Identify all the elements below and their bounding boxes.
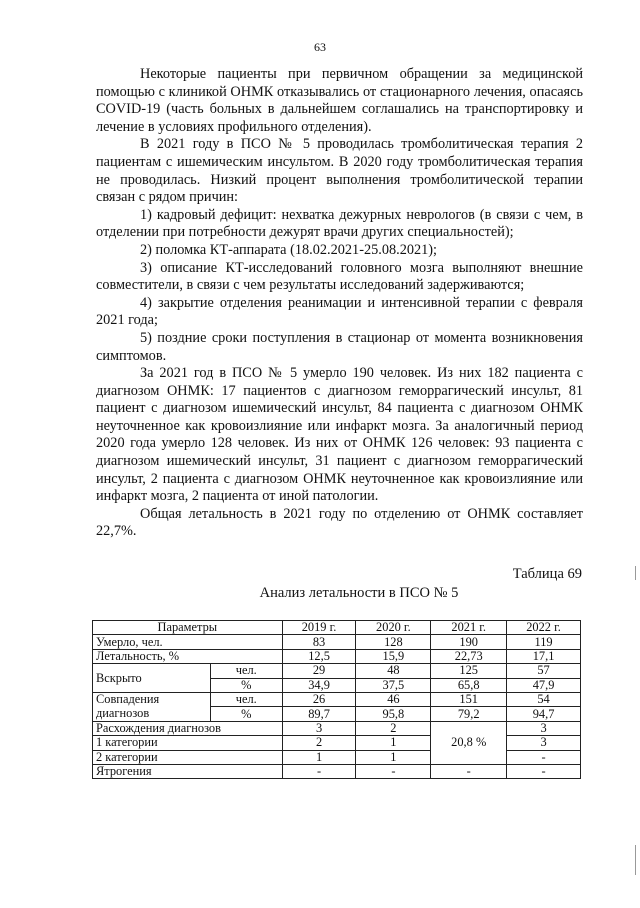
table-cell: 3 <box>282 721 356 735</box>
table-title: Анализ летальности в ПСО № 5 <box>259 585 459 601</box>
table-cell: 34,9 <box>282 678 356 692</box>
row-label: 2 категории <box>93 750 283 764</box>
body-text <box>96 66 583 541</box>
row-label: Летальность, % <box>93 649 283 663</box>
table-cell: 26 <box>282 692 356 706</box>
table-cell: 151 <box>431 692 507 706</box>
row-unit: % <box>210 678 282 692</box>
table-cell: 12,5 <box>282 649 356 663</box>
table-cell: 1 <box>282 750 356 764</box>
list-item: 3) описание КТ-исследований головного мозга выполняют внешние совместители, в связи с чем результаты исследований задерживаются; <box>96 259 583 294</box>
table-row <box>93 649 581 663</box>
table-row <box>93 664 581 678</box>
table-row <box>93 692 581 706</box>
row-label: Умерло, чел. <box>93 635 283 649</box>
merged-2021-cell: 20,8 % <box>431 721 507 764</box>
table-cell: - <box>507 750 581 764</box>
table-cell: 2 <box>356 721 431 735</box>
table-cell: 125 <box>431 664 507 678</box>
table-cell: 119 <box>507 635 581 649</box>
table-label: Таблица 69 <box>512 566 582 582</box>
header-params: Параметры <box>93 621 283 635</box>
row-label: Ятрогения <box>93 764 283 778</box>
table-cell: 190 <box>431 635 507 649</box>
table-cell: 29 <box>282 664 356 678</box>
table-cell: - <box>282 764 356 778</box>
paragraph: Общая летальность в 2021 году по отделению от ОНМК составляет 22,7%. <box>96 505 583 540</box>
row-label: Совпадения <box>93 692 211 706</box>
scan-edge-mark <box>635 845 636 875</box>
row-label: диагнозов <box>93 707 211 721</box>
table-cell: 57 <box>507 664 581 678</box>
header-year: 2019 г. <box>282 621 356 635</box>
list-item: 4) закрытие отделения реанимации и интенсивной терапии с февраля 2021 года; <box>96 294 583 329</box>
table-cell: 89,7 <box>282 707 356 721</box>
table-cell: 65,8 <box>431 678 507 692</box>
table-cell: 95,8 <box>356 707 431 721</box>
table-row <box>93 764 581 778</box>
table-cell: 79,2 <box>431 707 507 721</box>
table-cell: 46 <box>356 692 431 706</box>
lethality-table <box>92 620 581 779</box>
row-unit: чел. <box>210 692 282 706</box>
scan-edge-mark <box>635 566 636 580</box>
table-cell: 3 <box>507 736 581 750</box>
table-row <box>93 707 581 721</box>
table-row <box>93 721 581 735</box>
row-label: 1 категории <box>93 736 283 750</box>
paragraph: В 2021 году в ПСО № 5 проводилась тромболитическая терапия 2 пациентам с ишемическим инсультом. В 2020 году тромболитическая терапия не проводилась. Низкий процент выполнения тромболитической терапии связан с рядом причин: <box>96 136 583 206</box>
table-cell: 54 <box>507 692 581 706</box>
table-header-row <box>93 621 581 635</box>
list-item: 2) поломка КТ-аппарата (18.02.2021-25.08.2021); <box>140 241 438 258</box>
list-item: 1) кадровый дефицит: нехватка дежурных неврологов (в связи с чем, в отделении при потребности дежурят врачи других специальностей); <box>96 206 583 241</box>
page-number: 63 <box>314 40 326 54</box>
table-cell: 47,9 <box>507 678 581 692</box>
row-label: Расхождения диагнозов <box>93 721 283 735</box>
table-cell: 22,73 <box>431 649 507 663</box>
table-cell: 1 <box>356 736 431 750</box>
table-cell: 128 <box>356 635 431 649</box>
paragraph: Некоторые пациенты при первичном обращении за медицинской помощью с клиникой ОНМК отказывались от стационарного лечения, опасаясь COVID-19 (часть больных в дальнейшем соглашались на транспортировку и лечение в условиях профильного отделения). <box>96 66 583 135</box>
header-year: 2022 г. <box>507 621 581 635</box>
table-cell: 94,7 <box>507 707 581 721</box>
table-cell: 48 <box>356 664 431 678</box>
table-cell: - <box>356 764 431 778</box>
list-item: 5) поздние сроки поступления в стационар от момента возникновения симптомов. <box>96 329 583 364</box>
header-year: 2021 г. <box>431 621 507 635</box>
paragraph: За 2021 год в ПСО № 5 умерло 190 человек. Из них 182 пациента с диагнозом ОНМК: 17 пациентов с диагнозом геморрагический инсульт, 81 пациент с диагнозом ишемический инсульт, 84 пациента с диагнозом ОНМК неуточненное как кровоизлияние или инфаркт мозга. За аналогичный период 2020 года умерло 128 человек. Из них от ОНМК 126 человек: 93 пациента с диагнозом ишемический инсульт, 31 пациент с диагнозом геморрагический инсульт, 2 пациента с диагнозом ОНМК неуточненное как кровоизлияние или инфаркт мозга, 2 пациента от иной патологии. <box>96 365 583 505</box>
table-cell: - <box>507 764 581 778</box>
table-cell: 3 <box>507 721 581 735</box>
table-cell: - <box>431 764 507 778</box>
row-label: Вскрыто <box>93 664 211 693</box>
table-row <box>93 736 581 750</box>
table-cell: 2 <box>282 736 356 750</box>
table-cell: 17,1 <box>507 649 581 663</box>
table-cell: 37,5 <box>356 678 431 692</box>
header-year: 2020 г. <box>356 621 431 635</box>
row-unit: чел. <box>210 664 282 678</box>
row-unit: % <box>210 707 282 721</box>
table-cell: 15,9 <box>356 649 431 663</box>
table-cell: 83 <box>282 635 356 649</box>
table-row <box>93 635 581 649</box>
table-cell: 1 <box>356 750 431 764</box>
table-row <box>93 750 581 764</box>
